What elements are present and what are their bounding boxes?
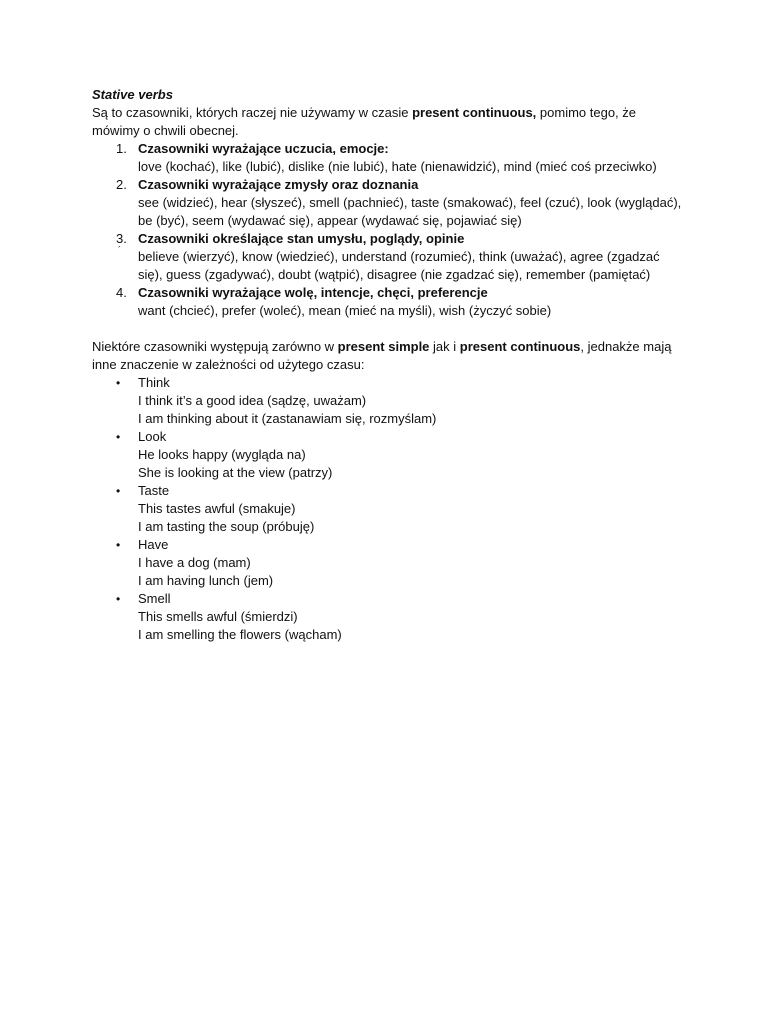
verb-item — [92, 536, 682, 590]
verb-word: Have — [138, 537, 169, 552]
category-examples: love (kochać), like (lubić), dislike (nie lubić), hate (nienawidzić), mind (mieć coś przeciwko) — [138, 159, 657, 174]
stray-mark: ´ — [118, 245, 121, 255]
verb-continuous-example: I am tasting the soup (próbuję) — [138, 519, 315, 534]
verb-simple-example: I have a dog (mam) — [138, 555, 251, 570]
category-examples: believe (wierzyć), know (wiedzieć), understand (rozumieć), think (uważać), agree (zgadzać się), guess (zgadywać), doubt (wątpić), disagree (nie zgadzać się), remember (pamiętać) — [138, 249, 660, 282]
category-number: 2. — [116, 177, 127, 192]
verb-continuous-example: She is looking at the view (patrzy) — [138, 465, 333, 480]
verb-item — [92, 374, 682, 428]
stative-categories-list — [92, 140, 682, 320]
category-number: 4. — [116, 285, 127, 300]
second-intro-paragraph — [92, 338, 682, 374]
verb-simple-example: I think it’s a good idea (sądzę, uważam) — [138, 393, 367, 408]
category-heading: Czasowniki wyrażające zmysły oraz doznania — [138, 177, 419, 192]
second-intro-bold-2: present continuous — [459, 339, 581, 354]
category-number: 1. — [116, 141, 127, 156]
verb-item — [92, 428, 682, 482]
verb-continuous-example: I am smelling the flowers (wącham) — [138, 627, 342, 642]
bullet-icon: • — [116, 376, 121, 390]
verb-simple-example: This smells awful (śmierdzi) — [138, 609, 298, 624]
intro-text-2: pomimo tego, że mówimy o chwili obecnej. — [92, 105, 637, 138]
verb-word: Look — [138, 429, 167, 444]
second-intro-text-1: Niektóre czasowniki występują zarówno w — [92, 339, 338, 354]
category-heading: Czasowniki wyrażające uczucia, emocje: — [138, 141, 389, 156]
second-intro-bold-1: present simple — [337, 339, 430, 354]
category-item — [92, 176, 682, 230]
intro-paragraph — [92, 104, 682, 140]
category-item — [92, 230, 682, 284]
category-examples: want (chcieć), prefer (woleć), mean (mieć na myśli), wish (życzyć sobie) — [138, 303, 552, 318]
paragraph-spacer — [92, 320, 682, 338]
verb-word: Taste — [138, 483, 170, 498]
document-page — [92, 86, 682, 644]
intro-bold-1: present continuous, — [412, 105, 537, 120]
category-item — [92, 140, 682, 176]
dual-meaning-verbs-list — [92, 374, 682, 644]
bullet-icon: • — [116, 430, 121, 444]
second-intro-text-3: , jednakże mają inne znaczenie w zależności od użytego czasu: — [92, 339, 672, 372]
bullet-icon: • — [116, 538, 121, 552]
verb-continuous-example: I am thinking about it (zastanawiam się, rozmyślam) — [138, 411, 437, 426]
verb-word: Smell — [138, 591, 171, 606]
document-title: Stative verbs — [92, 87, 173, 102]
category-heading: Czasowniki określające stan umysłu, poglądy, opinie — [138, 231, 465, 246]
category-heading: Czasowniki wyrażające wolę, intencje, chęci, preferencje — [138, 285, 488, 300]
verb-word: Think — [138, 375, 170, 390]
intro-text-1: Są to czasowniki, których raczej nie używamy w czasie — [92, 105, 413, 120]
category-examples: see (widzieć), hear (słyszeć), smell (pachnieć), taste (smakować), feel (czuć), look (wyglądać), be (być), seem (wydawać się), appear (wydawać się, pojawiać się) — [138, 195, 682, 228]
bullet-icon: • — [116, 484, 121, 498]
verb-simple-example: He looks happy (wygląda na) — [138, 447, 306, 462]
category-item — [92, 284, 682, 320]
verb-item — [92, 590, 682, 644]
category-number: 3. — [116, 231, 127, 246]
verb-simple-example: This tastes awful (smakuje) — [138, 501, 296, 516]
verb-continuous-example: I am having lunch (jem) — [138, 573, 274, 588]
verb-item — [92, 482, 682, 536]
second-intro-text-2: jak i — [429, 339, 460, 354]
bullet-icon: • — [116, 592, 121, 606]
